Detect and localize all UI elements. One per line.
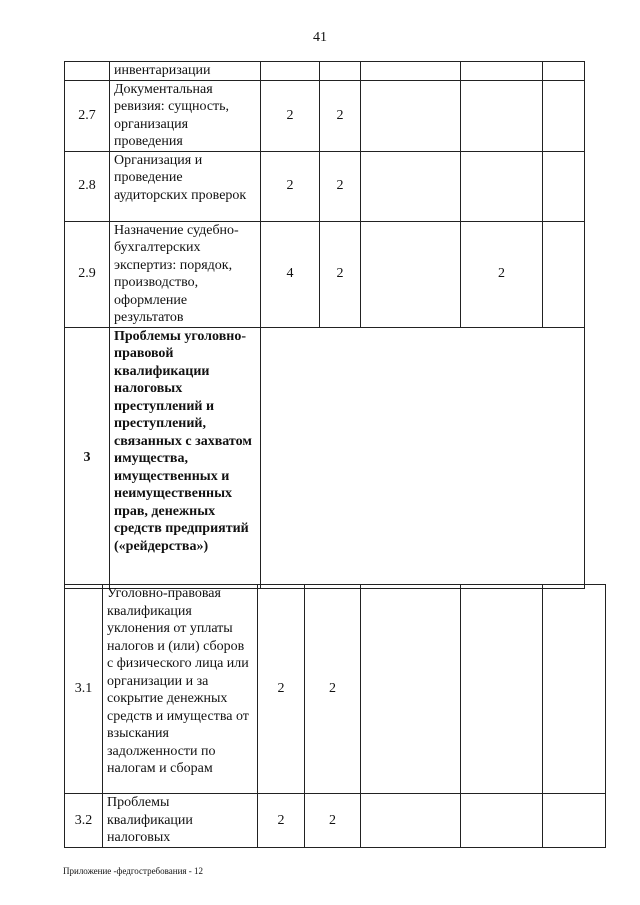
hours-col-3 (361, 80, 461, 151)
hours-col-4 (461, 80, 543, 151)
hours-col-4 (461, 151, 543, 221)
table-row (65, 221, 585, 327)
page-number: 41 (313, 30, 327, 45)
section-number: 3 (65, 327, 110, 588)
hours-total: 4 (261, 221, 320, 327)
hours-col-3 (361, 62, 461, 81)
hours-col-5 (543, 62, 585, 81)
hours-lectures: 2 (305, 585, 361, 794)
row-number: 2.8 (65, 151, 110, 221)
hours-col-3 (361, 794, 461, 848)
hours-col-5 (543, 585, 606, 794)
hours-total: 2 (258, 585, 305, 794)
hours-total (261, 62, 320, 81)
hours-lectures (320, 62, 361, 81)
hours-total: 2 (258, 794, 305, 848)
hours-col-4 (461, 585, 543, 794)
curriculum-table-upper (64, 61, 585, 589)
hours-lectures: 2 (320, 151, 361, 221)
hours-col-4: 2 (461, 221, 543, 327)
hours-col-3 (361, 151, 461, 221)
hours-lectures: 2 (305, 794, 361, 848)
row-number (65, 62, 110, 81)
curriculum-table-lower (64, 584, 606, 848)
footer-note: Приложение -федгостребования - 12 (63, 866, 204, 876)
row-number: 2.7 (65, 80, 110, 151)
row-topic: Организация и проведение аудиторских проверок (110, 151, 261, 221)
hours-col-5 (543, 794, 606, 848)
hours-col-5 (543, 151, 585, 221)
hours-col-4 (461, 62, 543, 81)
table-row (65, 80, 585, 151)
hours-col-5 (543, 80, 585, 151)
section-empty-cell (261, 327, 585, 588)
hours-col-5 (543, 221, 585, 327)
hours-total: 2 (261, 151, 320, 221)
row-topic: Проблемы квалификации налоговых (103, 794, 258, 848)
hours-col-4 (461, 794, 543, 848)
row-topic: Назначение судебно-бухгалтерских экспертиз: порядок, производство, оформление результатов (110, 221, 261, 327)
row-number: 3.1 (65, 585, 103, 794)
row-number: 3.2 (65, 794, 103, 848)
table-row (65, 585, 606, 794)
hours-lectures: 2 (320, 221, 361, 327)
row-topic: инвентаризации (110, 62, 261, 81)
hours-total: 2 (261, 80, 320, 151)
table-row (65, 62, 585, 81)
hours-col-3 (361, 585, 461, 794)
section-title: Проблемы уголовно-правовой квалификации налоговых преступлений и преступлений, связанных с захватом имущества, имущественных и неимущественных прав, денежных средств предприятий («рейдерства») (110, 327, 261, 588)
row-number: 2.9 (65, 221, 110, 327)
table-row (65, 151, 585, 221)
hours-col-3 (361, 221, 461, 327)
row-topic: Документальная ревизия: сущность, организация проведения (110, 80, 261, 151)
section-row (65, 327, 585, 588)
table-row (65, 794, 606, 848)
hours-lectures: 2 (320, 80, 361, 151)
row-topic: Уголовно-правовая квалификация уклонения от уплаты налогов и (или) сборов с физического лица или организации и за сокрытие денежных средств и имущества от взыскания задолженности по налогам и сборам (103, 585, 258, 794)
